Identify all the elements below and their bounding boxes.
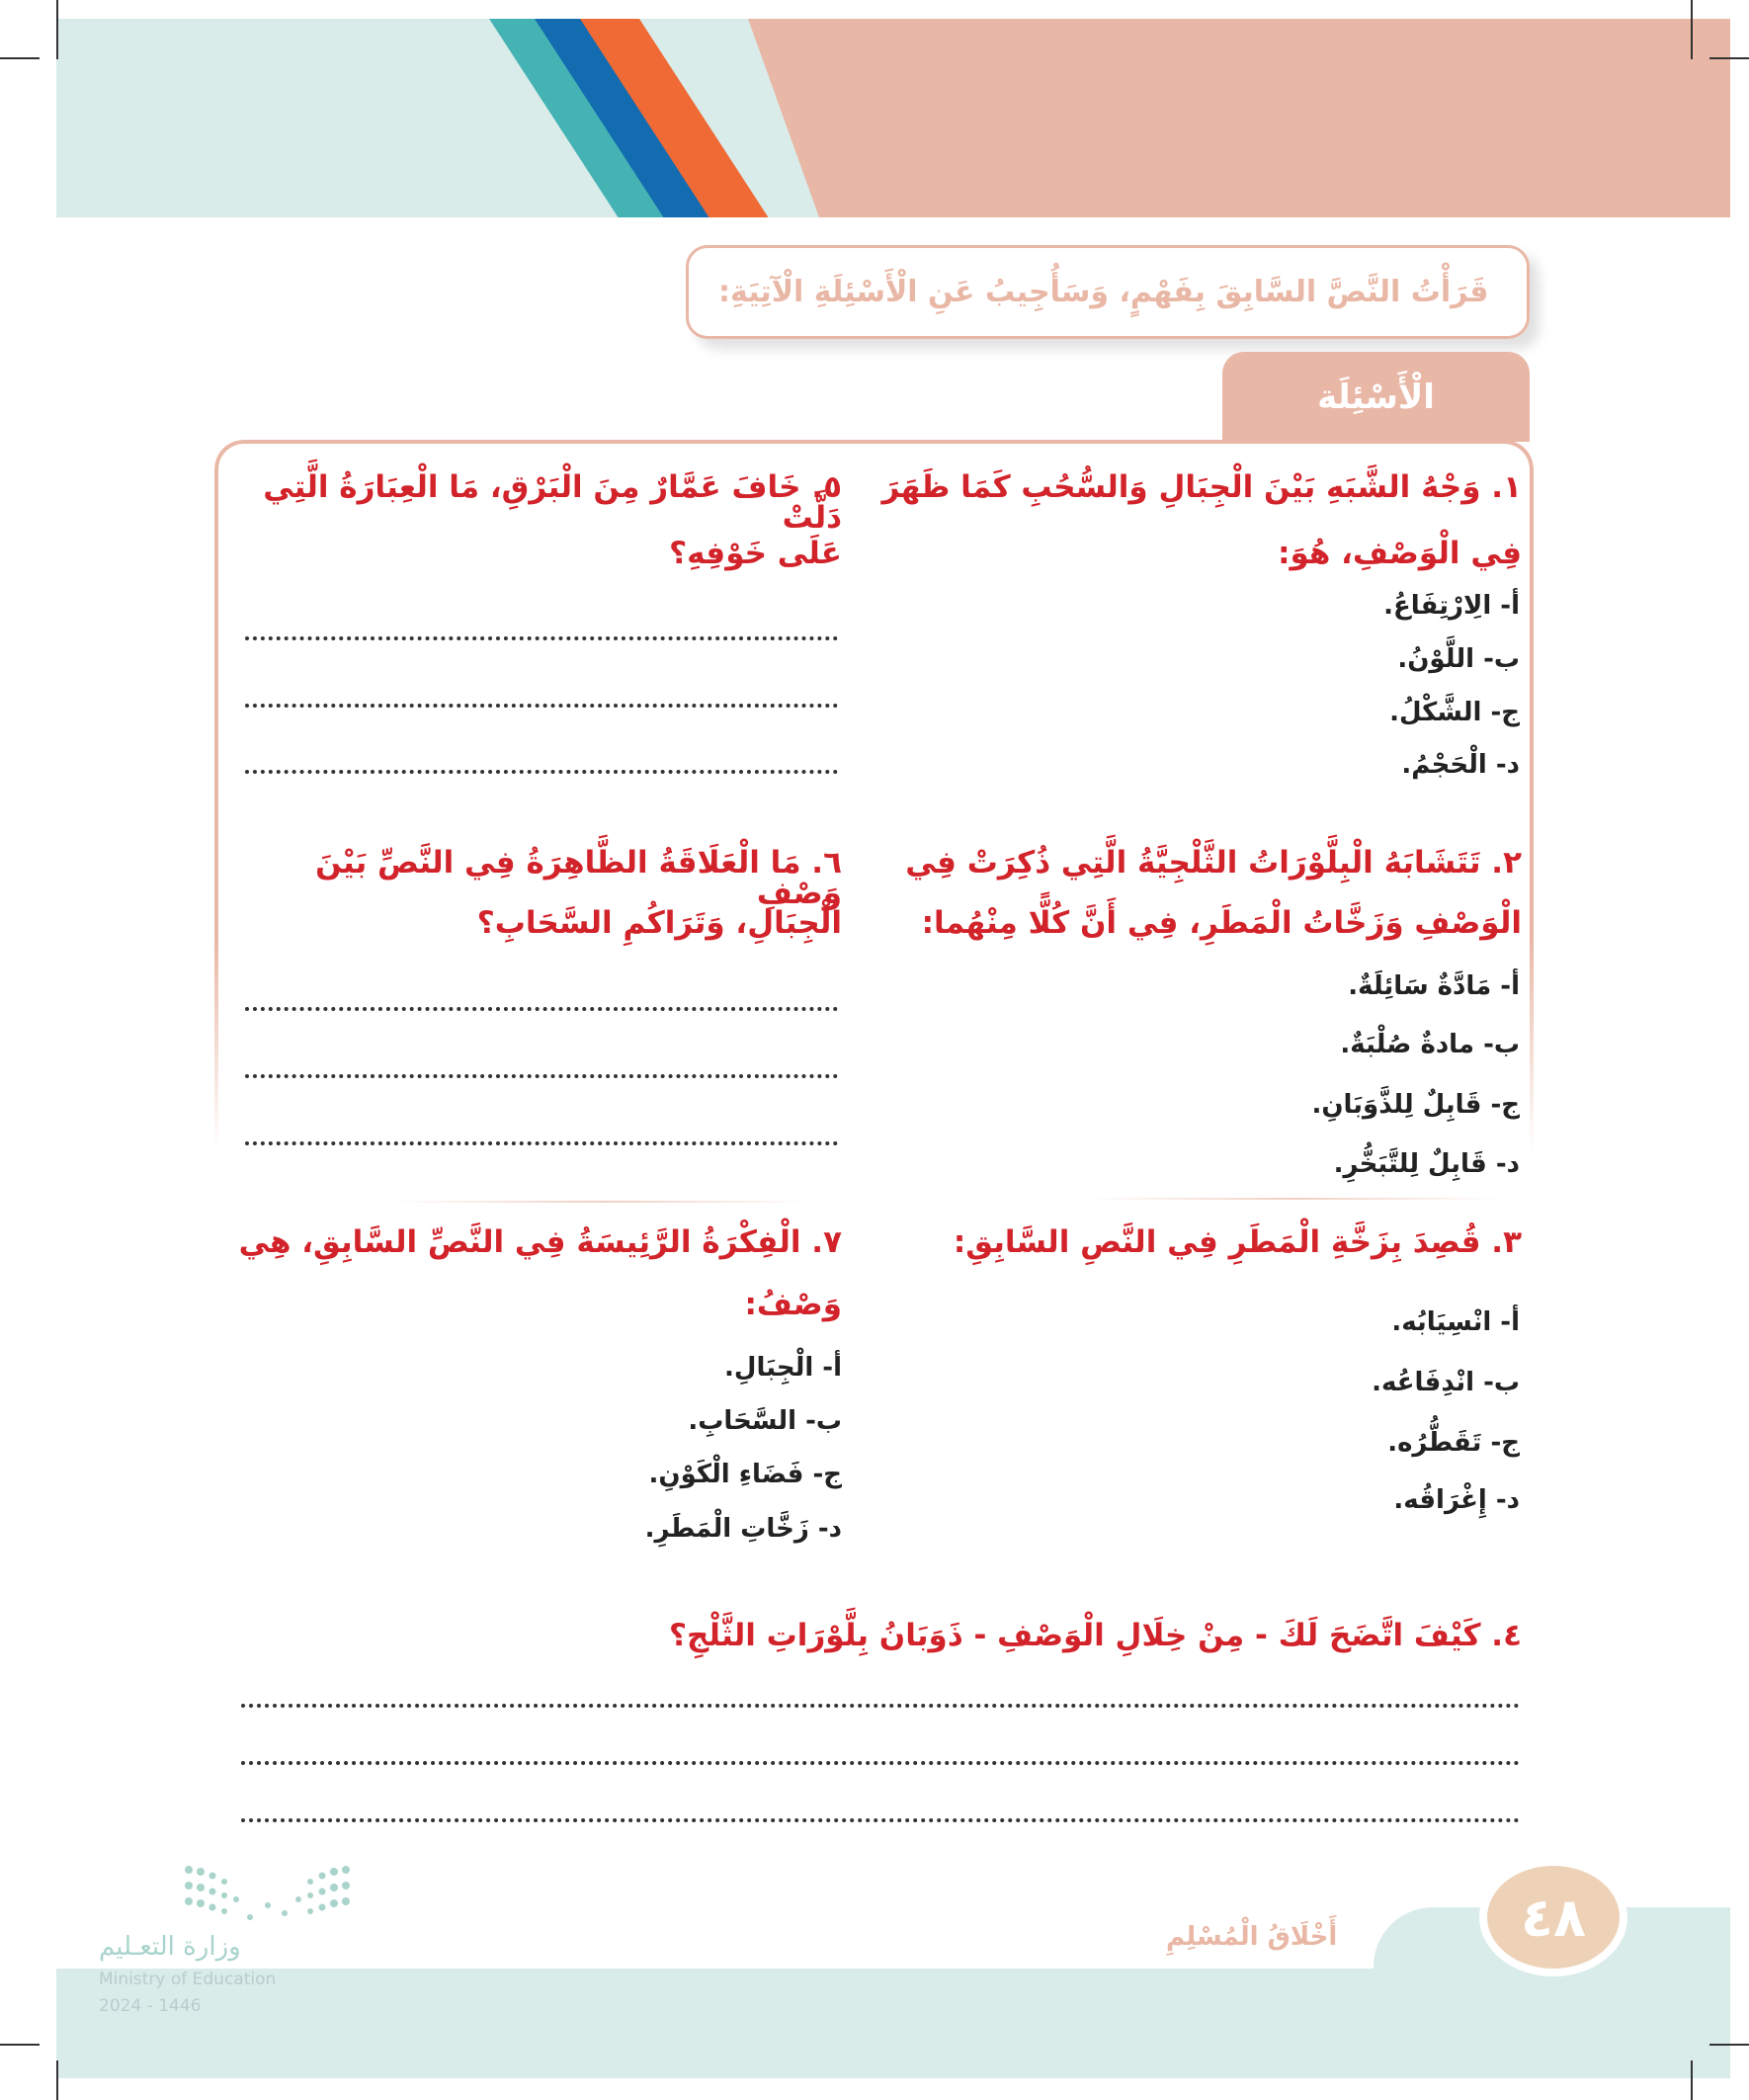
question-2: ٢. تَتَشَابَهُ الْبِلَّوْرَاتُ الثَّلْجِيَّةُ الَّتِي ذُكِرَتْ فِي (905, 845, 1522, 881)
answer-line[interactable] (241, 1761, 1520, 1765)
q7-option-a[interactable]: أ- الْجِبَالِ. (724, 1353, 842, 1383)
answer-line[interactable] (245, 770, 838, 774)
section-title: الْأَسْئِلَة (1222, 352, 1530, 442)
question-4: ٤. كَيْفَ اتَّضَحَ لَكَ - مِنْ خِلَالِ الْوَصْفِ - ذَوَبَانُ بِلَّوْرَاتِ الثَّلْجِ؟ (668, 1618, 1522, 1653)
ministry-name-ar: وزارة التعـليم (99, 1932, 241, 1962)
ministry-logo-icon (181, 1862, 354, 1927)
question-1-line2: فِي الْوَصْفِ، هُوَ: (1278, 536, 1522, 571)
question-7: ٧. الْفِكْرَةُ الرَّئِيسَةُ فِي النَّصِّ السَّابِقِ، هِي (238, 1224, 842, 1260)
question-5: ٥. خَافَ عَمَّارٌ مِنَ الْبَرْقِ، مَا الْعِبَارَةُ الَّتِي دَلَّتْ (263, 469, 842, 536)
q7-option-b[interactable]: ب- السَّحَابِ. (688, 1406, 842, 1436)
q3-option-d[interactable]: د- إِغْرَاقُه. (1393, 1485, 1520, 1515)
question-6: ٦. مَا الْعَلَاقَةُ الظَّاهِرَةُ فِي النَّصِّ بَيْنَ وَصْفِ (315, 845, 842, 911)
q3-option-b[interactable]: ب- انْدِفَاعُه. (1372, 1368, 1520, 1397)
q1-option-a[interactable]: أ- الِارْتِفَاعُ. (1383, 591, 1520, 621)
divider (1087, 1198, 1502, 1200)
footer-band (56, 1969, 1730, 2078)
question-7-line2: وَصْفُ: (744, 1287, 842, 1322)
divider (395, 1201, 810, 1203)
q3-option-a[interactable]: أ- انْسِيَابُه. (1391, 1307, 1520, 1337)
header-banner (56, 19, 1730, 217)
q2-option-b[interactable]: ب- مادةٌ صُلْبَةٌ. (1340, 1030, 1520, 1059)
page-number: ٤٨ (1479, 1858, 1627, 1976)
q2-option-c[interactable]: ج- قَابِلٌ لِلذَّوَبَانِ. (1311, 1090, 1520, 1120)
q1-option-c[interactable]: ج- الشَّكْلُ. (1389, 698, 1520, 727)
q1-option-b[interactable]: ب- اللَّوْنُ. (1397, 644, 1520, 674)
question-5-line2: عَلَى خَوْفِهِ؟ (669, 536, 842, 571)
book-title: أَخْلَاقُ الْمُسْلِمِ (1166, 1922, 1338, 1952)
answer-line[interactable] (241, 1704, 1520, 1708)
q2-option-d[interactable]: د- قَابِلٌ لِلتَّبَخُّرِ. (1333, 1149, 1520, 1179)
q3-option-c[interactable]: ج- تَقَطُّرُه. (1387, 1428, 1520, 1458)
question-2-line2: الْوَصْفِ وَزَخَّاتُ الْمَطَرِ، فِي أَنَّ كُلًّا مِنْهُما: (921, 905, 1522, 941)
edition-year: 2024 - 1446 (99, 1996, 202, 2016)
q1-option-d[interactable]: د- الْحَجْمُ. (1401, 750, 1520, 780)
question-3: ٣. قُصِدَ بِزَخَّةِ الْمَطَرِ فِي النَّصِ السَّابِقِ: (953, 1224, 1522, 1260)
q7-option-c[interactable]: ج- فَضَاءِ الْكَوْنِ. (648, 1460, 842, 1489)
answer-line[interactable] (241, 1818, 1520, 1822)
answer-line[interactable] (245, 1141, 838, 1145)
answer-line[interactable] (245, 1074, 838, 1078)
ministry-name-en: Ministry of Education (99, 1970, 277, 1989)
question-6-line2: الْجِبَالِ، وَتَرَاكُمِ السَّحَابِ؟ (476, 905, 842, 941)
answer-line[interactable] (245, 636, 838, 640)
question-1: ١. وَجْهُ الشَّبَهِ بَيْنَ الْجِبَالِ وَالسُّحُبِ كَمَا ظَهَرَ (881, 469, 1522, 505)
instruction-box (686, 245, 1530, 339)
q7-option-d[interactable]: د- زَخَّاتِ الْمَطَرِ. (644, 1514, 842, 1544)
answer-line[interactable] (245, 704, 838, 708)
q2-option-a[interactable]: أ- مَادَّةٌ سَائِلَةٌ. (1348, 971, 1520, 1001)
answer-line[interactable] (245, 1007, 838, 1011)
instruction-text: قَرَأْتُ النَّصَّ السَّابِقَ بِفَهْمٍ، وَسَأُجِيبُ عَنِ الْأَسْئِلَةِ الْآتِيَةِ: (718, 275, 1489, 309)
